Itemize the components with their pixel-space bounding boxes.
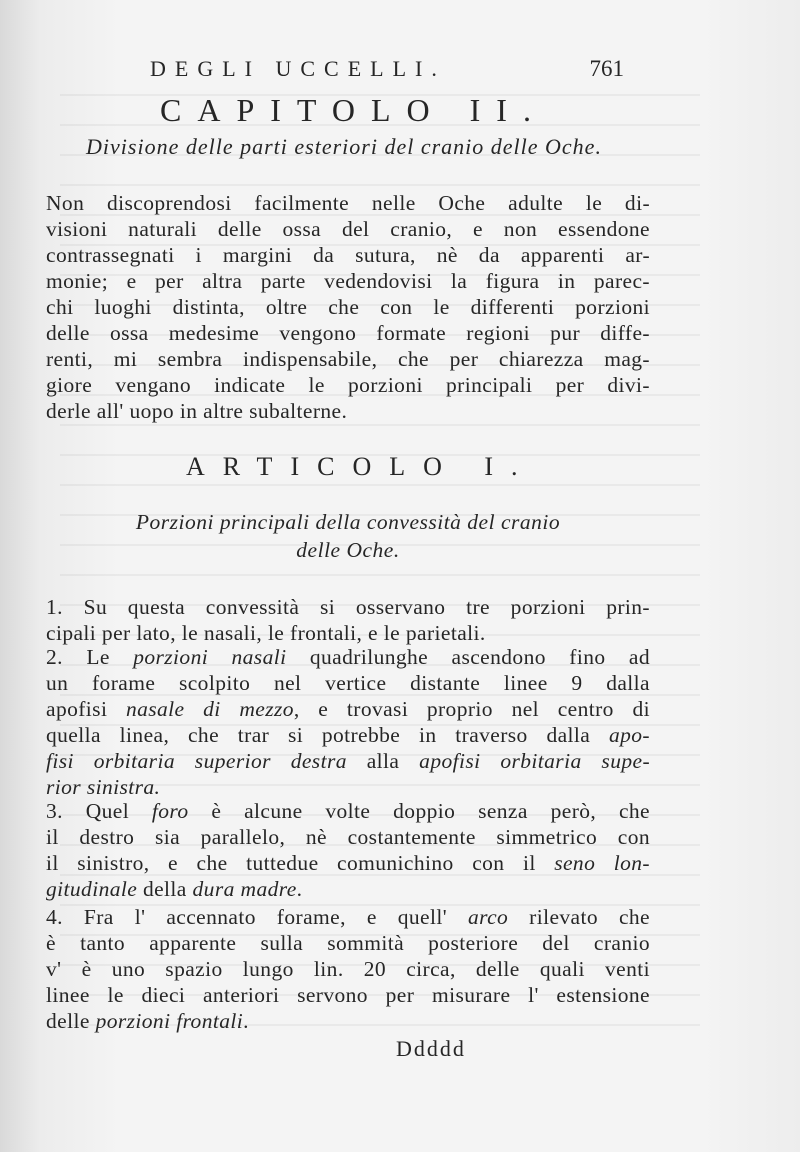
italic-term: apo- [608,723,650,747]
catchword: Ddddd [396,1036,466,1061]
italic-term: nasale di mezzo [125,697,294,721]
paragraph-3 [46,798,650,902]
paragraph-1 [46,594,650,646]
paragraph-4 [46,904,650,1034]
italic-term: porzioni frontali [95,1009,244,1033]
text-line: quella linea, che trar si potrebbe in traverso dalla apo- [46,723,650,747]
text-line: 4. Fra l' accennato forame, e quell' arco rilevato che [46,905,650,929]
italic-term: foro [151,799,189,823]
italic-term: fisi orbitaria superior destra [46,749,347,773]
text-line: 3. Quel foro è alcune volte doppio senza però, che [46,799,650,823]
text-line: 2. Le porzioni nasali quadrilunghe ascendono fino ad [46,645,650,669]
text-line: delle ossa medesime vengono formate regioni pur diffe- [46,321,650,345]
text-line: apofisi nasale di mezzo, e trovasi proprio nel centro di [46,697,650,721]
text-line: derle all' uopo in altre subalterne. [46,399,348,423]
running-title: DEGLI UCCELLI. [150,56,446,81]
text-line: contrassegnati i margini da sutura, nè da apparenti ar- [46,243,650,267]
text-line: gitudinale della dura madre. [46,877,303,901]
text-line: un forame scolpito nel vertice distante linee 9 dalla [46,671,650,695]
text-line: il destro sia parallelo, nè costantemente simmetrico con [46,825,650,849]
text-line: Non discoprendosi facilmente nelle Oche adulte le di- [46,191,650,215]
italic-term: dura madre [192,877,297,901]
text-line: monie; e per altra parte vedendovisi la figura in parec- [46,269,650,293]
text-line: visioni naturali delle ossa del cranio, e non essendone [46,217,650,241]
text-line: delle porzioni frontali. [46,1009,249,1033]
text-line: cipali per lato, le nasali, le frontali, e le parietali. [46,621,486,645]
text-line: giore vengano indicate le porzioni principali per divi- [46,373,650,397]
article-subtitle [46,508,650,564]
text-line: è tanto apparente sulla sommità posteriore del cranio [46,931,650,955]
italic-term: porzioni nasali [133,645,287,669]
italic-term: arco [467,905,509,929]
text-line: chi luoghi distinta, oltre che con le differenti porzioni [46,295,650,319]
text-line: 1. Su questa convessità si osservano tre porzioni prin- [46,595,650,619]
text-line: fisi orbitaria superior destra alla apofisi orbitaria supe- [46,749,650,773]
paragraph-2 [46,644,650,800]
page-number: 761 [589,56,624,81]
article-title: ARTICOLO I. [186,452,536,481]
intro-paragraph [46,190,650,424]
text-line: renti, mi sembra indispensabile, che per chiarezza mag- [46,347,650,371]
italic-term: seno lon- [554,851,650,875]
article-subtitle-line: delle Oche. [296,538,400,562]
text-line: linee le dieci anteriori servono per misurare l' estensione [46,983,650,1007]
italic-term: apofisi orbitaria supe- [419,749,650,773]
chapter-title: CAPITOLO II. [160,92,547,128]
text-line: il sinistro, e che tuttedue comunichino con il seno lon- [46,851,650,875]
text-line [46,774,650,800]
italic-term: gitudinale [46,877,138,901]
article-subtitle-line: Porzioni principali della convessità del cranio [135,510,561,534]
italic-term: rior sinistra. [46,775,161,799]
text-line: v' è uno spazio lungo lin. 20 circa, delle quali venti [46,957,650,981]
running-head [150,56,630,90]
chapter-subtitle: Divisione delle parti esteriori del cranio delle Oche. [86,134,602,159]
